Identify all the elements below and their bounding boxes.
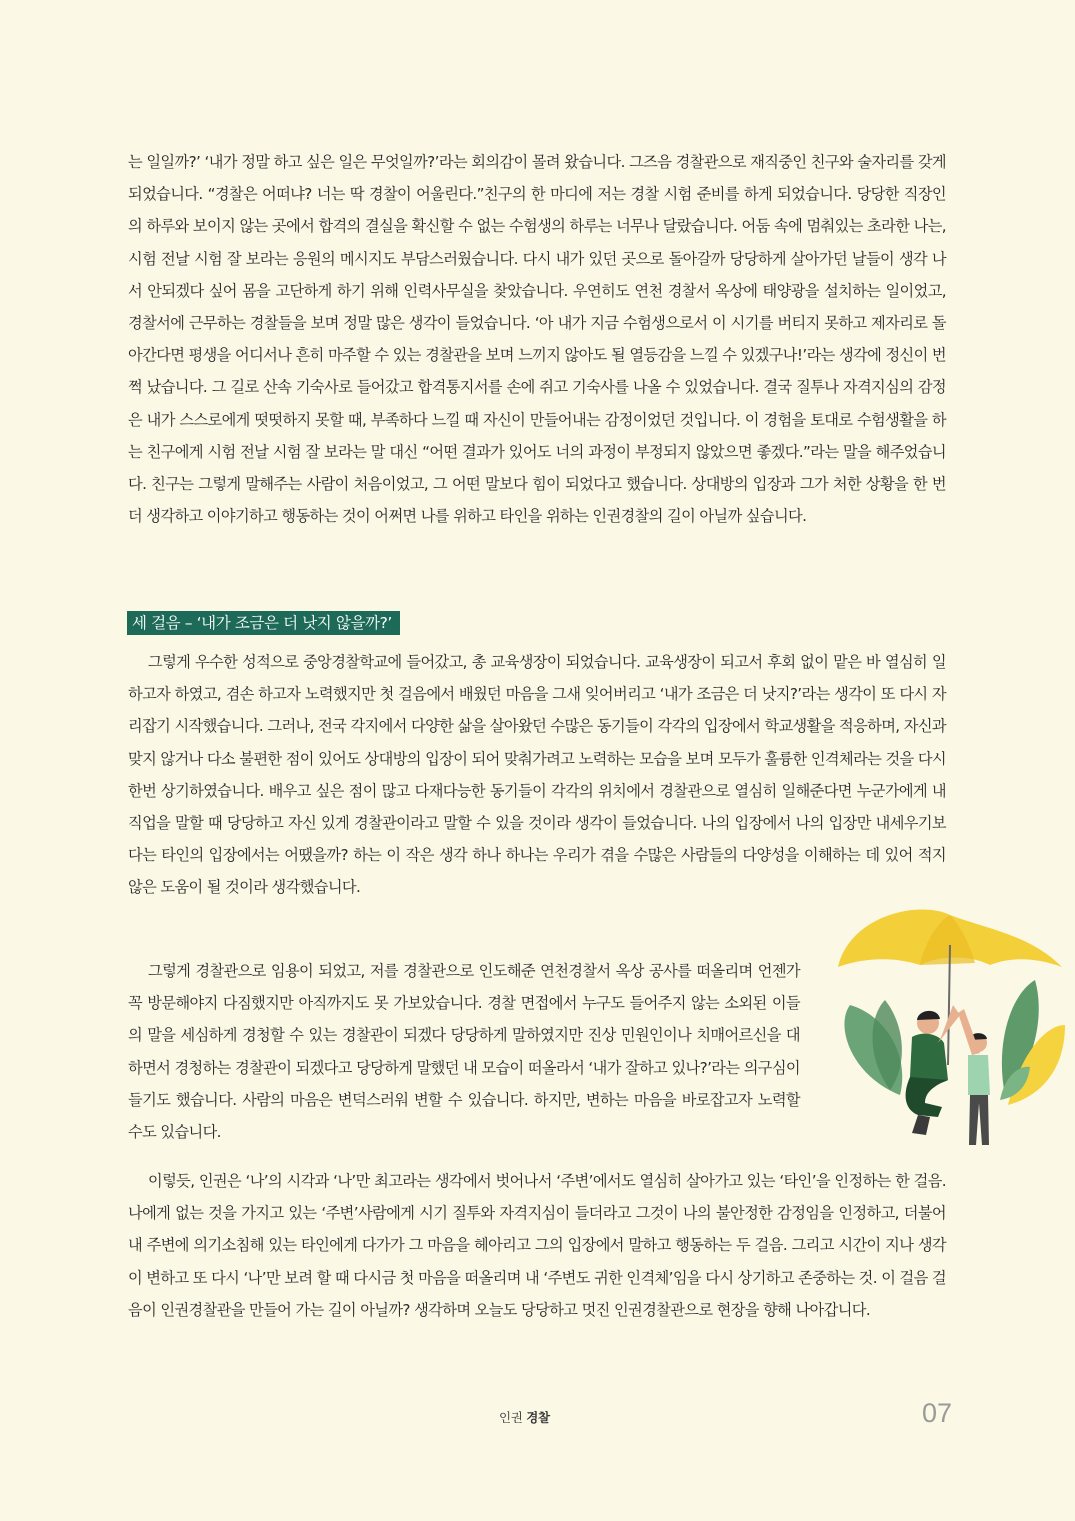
body-paragraph-3: 그렇게 경찰관으로 임용이 되었고, 저를 경찰관으로 인도해준 연천경찰서 옥상 공사를 떠올리며 언젠가 꼭 방문해야지 다짐했지만 아직까지도 못 가보았습니다. 경찰 면접에서 누구도 들어주지 않는 소외된 이들의 말을 세심하게 경청할 수 있는 경찰관이 되겠다 당당하게 말하였지만 진상 민원인이나 치매어르신을 대하면서 경청하는 경찰관이 되겠다고 당당하게 말했던 내 모습이 떠올라서 ‘내가 잘하고 있나?’라는 의구심이 들기도 했습니다. 사람의 마음은 변덕스러워 변할 수 있습니다. 하지만, 변하는 마음을 바로잡고자 노력할 수도 있습니다. bbox=[128, 962, 800, 1142]
adult-legs-icon bbox=[906, 1077, 948, 1117]
umbrella-high-five-illustration bbox=[830, 905, 1070, 1155]
footer-label bbox=[499, 1408, 550, 1426]
child-body-icon bbox=[968, 1055, 990, 1095]
section-heading: 세 걸음 – ‘내가 조금은 더 낫지 않을까?’ bbox=[127, 611, 400, 635]
footer-label-prefix: 인권 bbox=[499, 1410, 523, 1425]
body-paragraph-1: 는 일일까?’ ‘내가 정말 하고 싶은 일은 무엇일까?’라는 회의감이 몰려 왔습니다. 그즈음 경찰관으로 재직중인 친구와 술자리를 갖게 되었습니다. “경찰은 어떠냐? 너는 딱 경찰이 어울린다.”친구의 한 마디에 저는 경찰 시험 준비를 하게 되었습니다. 당당한 직장인의 하루와 보이지 않는 곳에서 합격의 결실을 확신할 수 없는 수험생의 하루는 너무나 달랐습니다. 어둠 속에 멈춰있는 초라한 나는, 시험 전날 시험 잘 보라는 응원의 메시지도 부담스러웠습니다. 다시 내가 있던 곳으로 돌아갈까 당당하게 살아가던 날들이 생각 나서 안되겠다 싶어 몸을 고단하게 하기 위해 인력사무실을 찾았습니다. 우연히도 연천 경찰서 옥상에 태양광을 설치하는 일이었고, 경찰서에 근무하는 경찰들을 보며 정말 많은 생각이 들었습니다. ‘아 내가 지금 수험생으로서 이 시기를 버티지 못하고 제자리로 돌아간다면 평생을 어디서나 흔히 마주할 수 있는 경찰관을 보며 느끼지 않아도 될 열등감을 느낄 수 있겠구나!’라는 생각에 정신이 번쩍 났습니다. 그 길로 산속 기숙사로 들어갔고 합격통지서를 손에 쥐고 기숙사를 나올 수 있었습니다. 결국 질투나 자격지심의 감정은 내가 스스로에게 떳떳하지 못할 때, 부족하다 느낄 때 자신이 만들어내는 감정이었던 것입니다. 이 경험을 토대로 수험생활을 하는 친구에게 시험 전날 시험 잘 보라는 말 대신 “어떤 결과가 있어도 너의 과정이 부정되지 않았으면 좋겠다.”라는 말을 해주었습니다. 친구는 그렇게 말해주는 사람이 처음이었고, 그 어떤 말보다 힘이 되었다고 했습니다. 상대방의 입장과 그가 처한 상황을 한 번 더 생각하고 이야기하고 행동하는 것이 어쩌면 나를 위하고 타인을 위하는 인권경찰의 길이 아닐까 싶습니다. bbox=[128, 153, 946, 526]
child-legs-icon bbox=[969, 1095, 989, 1145]
page-number: 07 bbox=[922, 1398, 953, 1428]
footer-label-bold: 경찰 bbox=[526, 1410, 550, 1425]
body-paragraph-4: 이렇듯, 인권은 ‘나’의 시각과 ‘나’만 최고라는 생각에서 벗어나서 ‘주변’에서도 열심히 살아가고 있는 ‘타인’을 인정하는 한 걸음. 나에게 없는 것을 가지고 있는 ‘주변’사람에게 시기 질투와 자격지심이 들더라고 그것이 나의 불안정한 감정임을 인정하고, 더불어 내 주변에 의기소침해 있는 타인에게 다가가 그 마음을 헤아리고 그의 입장에서 말하고 행동하는 두 걸음. 그리고 시간이 지나 생각이 변하고 또 다시 ‘나’만 보려 할 때 다시금 첫 마음을 떠올리며 내 ‘주변도 귀한 인격체’임을 다시 상기하고 존중하는 것. 이 걸음 걸음이 인권경찰관을 만들어 가는 길이 아닐까? 생각하며 오늘도 당당하고 멋진 인권경찰관으로 현장을 향해 나아갑니다. bbox=[128, 1172, 946, 1319]
adult-body-icon bbox=[910, 1034, 948, 1085]
child-arm-icon bbox=[958, 1009, 980, 1055]
body-paragraph-2: 그렇게 우수한 성적으로 중앙경찰학교에 들어갔고, 총 교육생장이 되었습니다. 교육생장이 되고서 후회 없이 맡은 바 열심히 일하고자 하였고, 겸손 하고자 노력했지만 첫 걸음에서 배웠던 마음을 그새 잊어버리고 ‘내가 조금은 더 낫지?’라는 생각이 또 다시 자리잡기 시작했습니다. 그러나, 전국 각지에서 다양한 삶을 살아왔던 수많은 동기들이 각각의 입장에서 학교생활을 적응하며, 자신과 맞지 않거나 다소 불편한 점이 있어도 상대방의 입장이 되어 맞춰가려고 노력하는 모습을 보며 모두가 훌륭한 인격체라는 것을 다시 한번 상기하였습니다. 배우고 싶은 점이 많고 다재다능한 동기들이 각각의 위치에서 경찰관으로 열심히 일해준다면 누군가에게 내 직업을 말할 때 당당하고 자신 있게 경찰관이라고 말할 수 있을 것이라 생각이 들었습니다. 나의 입장에서 나의 입장만 내세우기보다는 타인의 입장에서는 어땠을까? 하는 이 작은 생각 하나 하나는 우리가 겪을 수많은 사람들의 다양성을 이해하는 데 있어 적지 않은 도움이 될 것이라 생각했습니다. bbox=[128, 653, 947, 897]
